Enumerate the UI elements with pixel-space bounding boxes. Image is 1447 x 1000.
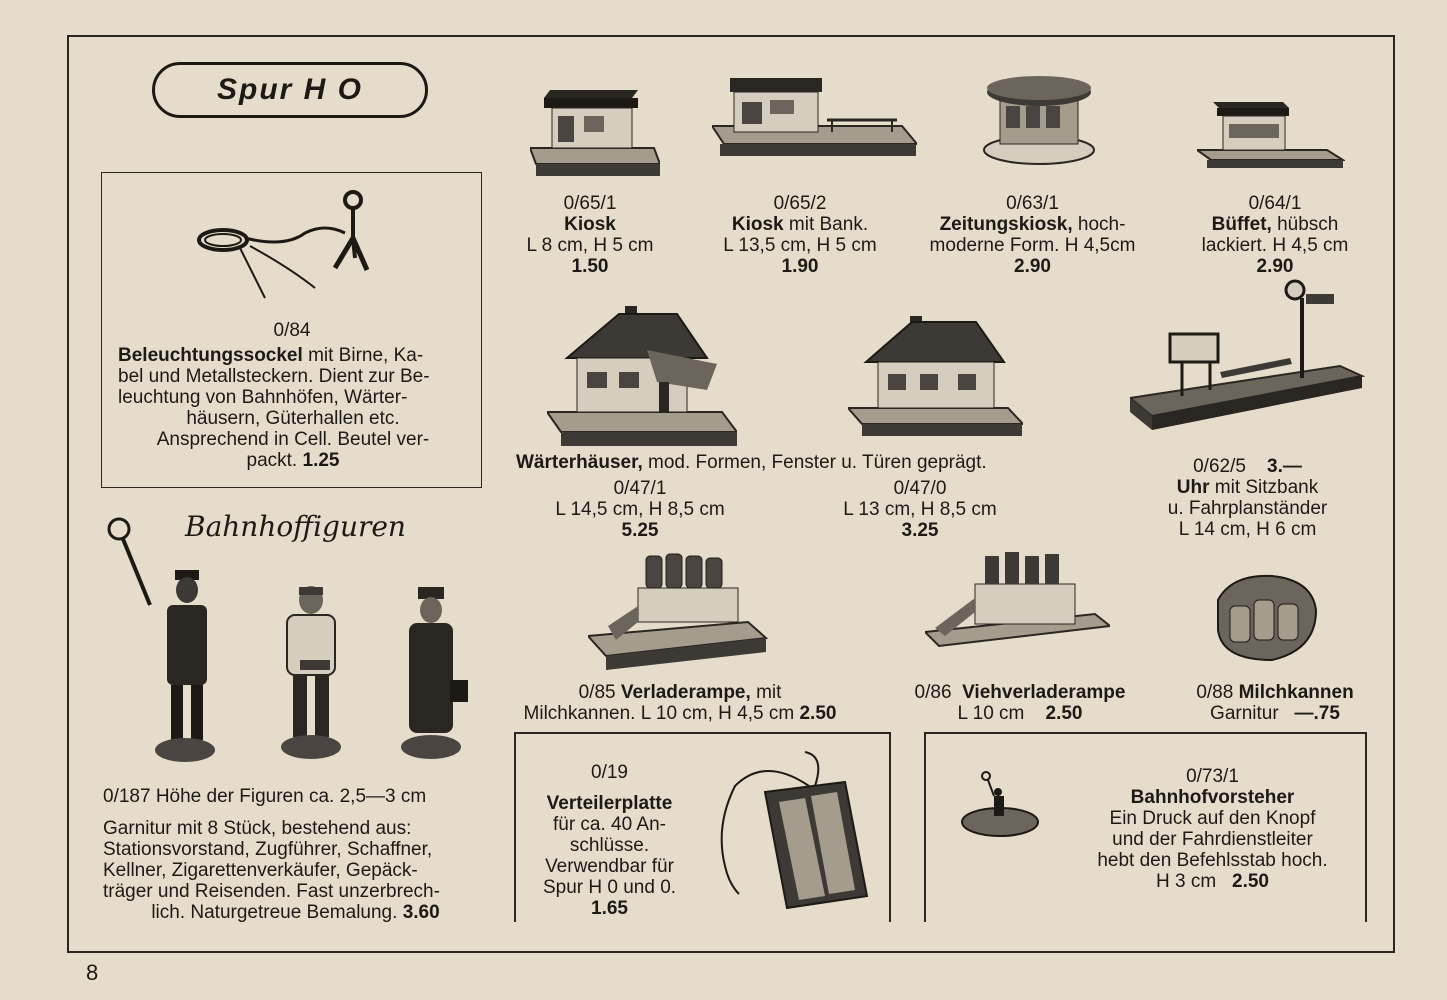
zeitung-name: Zeitungskiosk, (939, 214, 1073, 235)
figures-text: Höhe der Figuren ca. 2,5—3 cm (155, 786, 427, 807)
station-master-image (958, 770, 1048, 840)
lamp-line-2: bel und Metallsteckern. Dient zur Be- (118, 366, 430, 387)
kiosk1-price: 1.50 (571, 256, 609, 277)
verteiler-name: Verteilerplatte (546, 793, 673, 814)
figures-line-5: lich. Naturgetreue Bemalung. (151, 902, 398, 923)
vorsteher-price: 2.50 (1232, 871, 1269, 892)
kiosk1-size: L 8 cm, H 5 cm (526, 235, 654, 256)
verlade-desc1: mit (756, 682, 782, 703)
verteiler-line-2: schlüsse. (569, 835, 650, 856)
section-title (152, 62, 428, 118)
waerter-heading-bold: Wärterhäuser, (516, 452, 643, 473)
lamp-desc (118, 345, 468, 471)
waerter2-block (820, 478, 1020, 541)
waerter2-code: 0/47/0 (893, 478, 947, 499)
station-figures-image (105, 515, 485, 765)
kiosk1-code: 0/65/1 (563, 193, 617, 214)
waerter1-code: 0/47/1 (613, 478, 667, 499)
waerter1-size: L 14,5 cm, H 8,5 cm (555, 499, 725, 520)
milch-code: 0/88 (1196, 682, 1234, 703)
waerter1-block (540, 478, 740, 541)
uhr-desc1: mit Sitzbank (1214, 477, 1319, 498)
uhr-desc2: u. Fahrplanständer (1167, 498, 1328, 519)
bueffet-desc2: lackiert. H 4,5 cm (1201, 235, 1349, 256)
verlade-name: Verladerampe, (620, 682, 751, 703)
figures-heading: Bahnhoffiguren (185, 510, 406, 543)
uhr-code: 0/62/5 (1193, 456, 1246, 477)
vorsteher-size: H 3 cm (1155, 871, 1217, 892)
figures-line-1: Garnitur mit 8 Stück, bestehend aus: (103, 818, 412, 839)
verteiler-price: 1.65 (591, 898, 628, 919)
waerter2-price: 3.25 (901, 520, 939, 541)
figures-code: 0/187 (103, 786, 151, 807)
vorsteher-line-3: hebt den Befehlsstab hoch. (1097, 850, 1328, 871)
verteiler-code: 0/19 (591, 762, 628, 783)
bueffet-code: 0/64/1 (1248, 193, 1302, 214)
vieh-name: Viehverladerampe (962, 682, 1126, 703)
buffet-image (1197, 98, 1345, 170)
kiosk-bench-image (712, 72, 917, 158)
vieh-price: 2.50 (1045, 703, 1083, 724)
vieh-block (895, 682, 1145, 724)
vorsteher-line-2: und der Fahrdienstleiter (1112, 829, 1313, 850)
lamp-code: 0/84 (273, 320, 311, 341)
kiosk1-name: Kiosk (564, 214, 616, 235)
verlade-desc2: Milchkannen. L 10 cm, H 4,5 cm (523, 703, 795, 724)
uhr-price: 3.— (1267, 456, 1302, 477)
signalman-house-small-image (848, 312, 1023, 442)
kiosk2-price: 1.90 (781, 256, 819, 277)
zeitung-code: 0/63/1 (1006, 193, 1059, 214)
milch-price: —.75 (1294, 703, 1340, 724)
figures-price: 3.60 (402, 902, 440, 923)
kiosk1-block (505, 193, 675, 277)
zeitung-desc1: hoch- (1077, 214, 1126, 235)
milch-block (1185, 682, 1365, 724)
waerter2-size: L 13 cm, H 8,5 cm (843, 499, 997, 520)
waerter-heading (516, 452, 1076, 473)
clock-bench-image (1130, 278, 1365, 446)
bueffet-desc1: hübsch (1277, 214, 1339, 235)
vorsteher-line-1: Ein Druck auf den Knopf (1109, 808, 1316, 829)
vorsteher-name: Bahnhofvorsteher (1130, 787, 1295, 808)
verlade-block (510, 682, 850, 724)
waerter-heading-text: mod. Formen, Fenster u. Türen geprägt. (648, 452, 987, 473)
newspaper-kiosk-image (982, 70, 1097, 168)
lamp-name: Beleuchtungssockel (118, 345, 303, 366)
zeitung-desc2: moderne Form. H 4,5cm (929, 235, 1136, 256)
section-title-text: Spur H O (216, 73, 363, 106)
lamp-line-5: Ansprechend in Cell. Beutel ver- (156, 429, 430, 450)
kiosk2-code: 0/65/2 (773, 193, 827, 214)
lamp-line-6: packt. (246, 450, 298, 471)
figures-line-3: Kellner, Zigarettenverkäufer, Gepäck- (103, 860, 418, 881)
vieh-code: 0/86 (914, 682, 952, 703)
zeitung-block (920, 193, 1145, 277)
milch-desc: Garnitur (1210, 703, 1279, 724)
cattle-ramp-image (925, 548, 1110, 648)
page-number: 8 (86, 960, 99, 985)
distributor-plate-image (705, 746, 875, 914)
waerter1-price: 5.25 (621, 520, 659, 541)
lamp-line-1: mit Birne, Ka- (308, 345, 424, 366)
lamp-socket-image (195, 188, 385, 308)
zeitung-price: 2.90 (1014, 256, 1051, 277)
verteiler-line-1: für ca. 40 An- (552, 814, 666, 835)
signalman-house-large-image (547, 300, 737, 450)
figures-line-2: Stationsvorstand, Zugführer, Schaffner, (103, 839, 433, 860)
lamp-line-4: häusern, Güterhallen etc. (186, 408, 400, 429)
figures-desc (103, 818, 488, 923)
lamp-price: 1.25 (302, 450, 340, 471)
vorsteher-block (1080, 766, 1345, 892)
bueffet-price: 2.90 (1256, 256, 1294, 277)
bueffet-block (1175, 193, 1375, 277)
uhr-name: Uhr (1176, 477, 1210, 498)
bueffet-name: Büffet, (1211, 214, 1272, 235)
vieh-size: L 10 cm (957, 703, 1025, 724)
lamp-line-3: leuchtung von Bahnhöfen, Wärter- (118, 387, 408, 408)
kiosk2-name: Kiosk (731, 214, 784, 235)
verteiler-line-4: Spur H 0 und 0. (542, 877, 677, 898)
uhr-block (1140, 456, 1355, 540)
kiosk2-size: L 13,5 cm, H 5 cm (723, 235, 877, 256)
milk-cans-image (1212, 570, 1320, 665)
kiosk-small-image (530, 86, 660, 178)
kiosk2-desc: mit Bank. (788, 214, 869, 235)
figures-size (103, 786, 488, 807)
figures-line-4: träger und Reisenden. Fast unzerbrech- (103, 881, 440, 902)
verlade-price: 2.50 (799, 703, 837, 724)
verlade-code: 0/85 (578, 682, 616, 703)
vorsteher-code: 0/73/1 (1186, 766, 1239, 787)
milch-name: Milchkannen (1238, 682, 1354, 703)
loading-ramp-milk-image (588, 548, 768, 673)
verteiler-line-3: Verwendbar für (545, 856, 674, 877)
verteiler-block (527, 762, 692, 919)
uhr-size: L 14 cm, H 6 cm (1178, 519, 1317, 540)
kiosk2-block (700, 193, 900, 277)
